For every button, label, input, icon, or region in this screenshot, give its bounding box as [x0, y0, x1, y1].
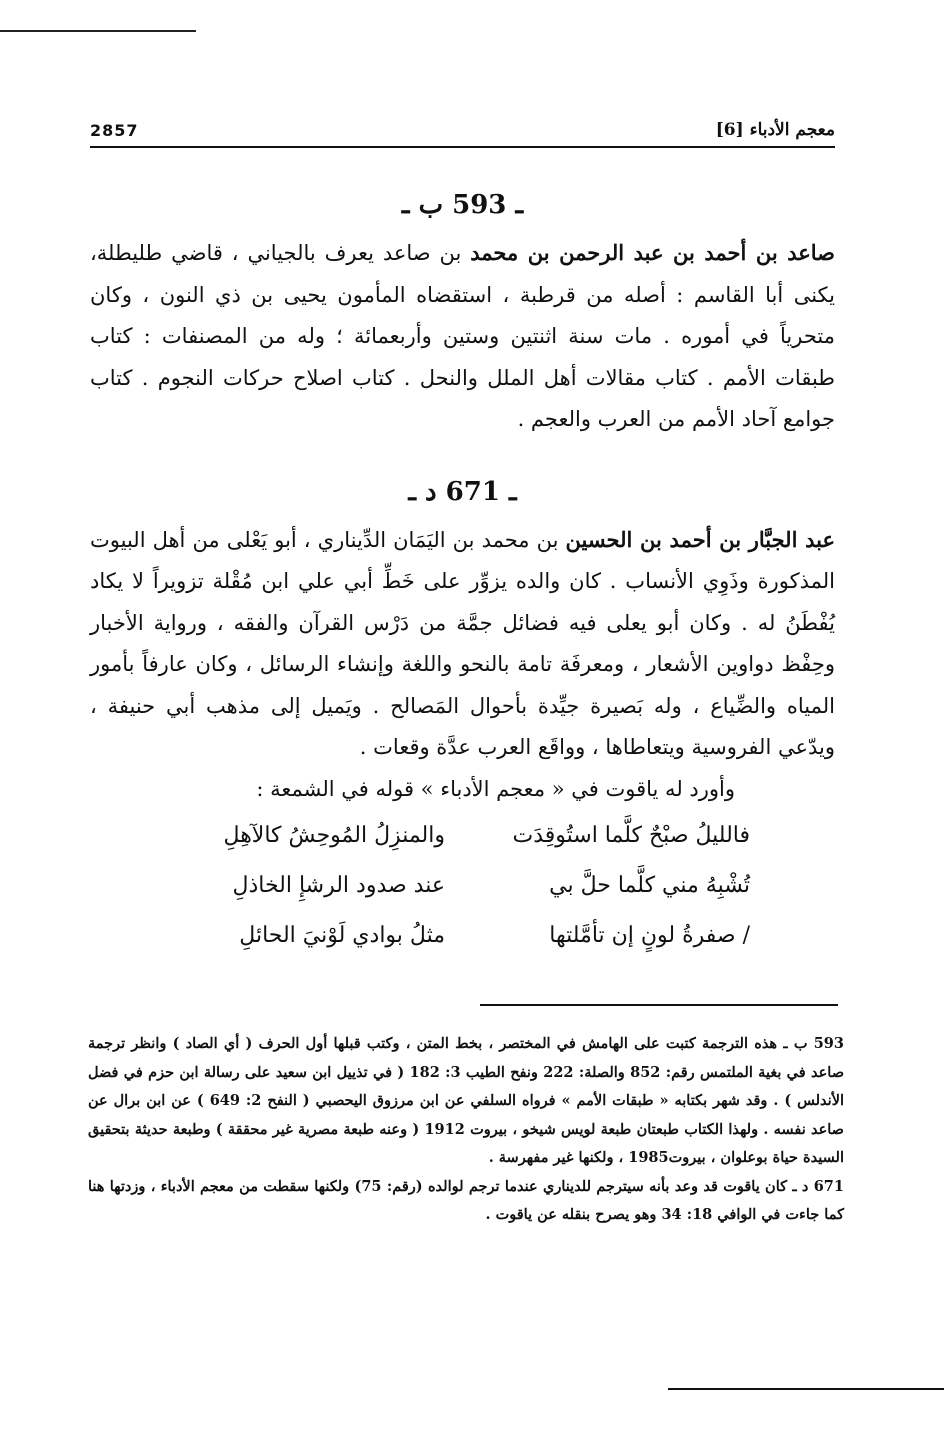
entry-671-name: عبد الجبَّار بن أحمد بن الحسين	[565, 526, 835, 552]
footnote-593: 593 ب ـ هذه الترجمة كتبت على الهامش في المختصر ، بخط المتن ، وكتب قبلها أول الحرف ( أي الصاد ) وانظر ترجمة صاعد في بغية الملتمس رقم: 852 والصلة: 222 ونفح الطيب 3: 182 ( في تذييل ابن سعيد على رسالة ابن حزم في فضل الأندلس ) . وقد شهر بكتابه « طبقات الأمم » فرواه السلفي عن ابن مرزوق اليحصبي ( النفح 2: 649 ) عن ابن برال عن صاعد نفسه . ولهذا الكتاب طبعتان طبعة لويس شيخو ، بيروت 1912 ( وعنه طبعة مصرية غير محققة ) وطبعة حديثة بتحقيق السيدة حياة بوعلوان ، بيروت1985 ، ولكنها غير مفهرسة .	[88, 1035, 845, 1166]
poem-verse	[90, 911, 835, 961]
entry-593-text: بن صاعد يعرف بالجياني ، قاضي طليطلة، يكنى أبا القاسم : أصله من قرطبة ، استقضاه المأمون يحيى بن ذي النون ، وكان متحرياً في أموره . مات سنة اثنتين وستين وأربعمائة ؛ وله من المصنفات : كتاب طبقات الأمم . كتاب مقالات أهل الملل والنحل . كتاب اصلاح حركات النجوم . كتاب جوامع آحاد الأمم من العرب والعجم .	[90, 241, 835, 431]
footnotes	[88, 1030, 844, 1230]
poem-intro: وأورد له ياقوت في « معجم الأدباء » قوله في الشمعة :	[256, 776, 735, 801]
entry-number-label: ـ 671 د ـ	[408, 476, 517, 507]
page-number: 2857	[90, 121, 139, 140]
footnote-separator	[480, 1004, 838, 1006]
footnote-671: 671 د ـ كان ياقوت قد وعد بأنه سيترجم للديناري عندما ترجم لوالده (رقم: 75) ولكنها سقطت من معجم الأدباء ، وزدتها هنا كما جاءت في الوافي 18: 34 وهو يصرح بنقله عن ياقوت .	[88, 1177, 844, 1223]
verse-second-half: عند صدود الرشإِ الخاذلِ	[232, 872, 445, 898]
running-title: معجم الأدباء [6]	[715, 120, 835, 140]
entry-671-body	[90, 519, 835, 769]
verse-second-half: والمنزِلُ المُوحِشُ كالآهِلِ	[223, 822, 445, 848]
book-page	[90, 108, 835, 961]
entry-671-text: بن محمد بن اليَمَان الدِّيناري ، أبو يَعْلى من أهل البيوت المذكورة وذَوِي الأنساب . كان والده يزوِّر على خَطِّ أبي علي ابن مُقْلة تزويراً لا يكاد يُفْطَنُ له . وكان أبو يعلى فيه فضائل جمَّة من دَرْس القرآن والفقه ، ورواية الأخبار وحِفْظ دواوين الأشعار ، ومعرفَة تامة بالنحو واللغة وإنشاء الرسائل ، وكان عارفاً بأمور المياه والضِّياع ، وله بَصيرة جيِّدة بأحوال المَصالح . ويَميل إلى مذهب أبي حنيفة ، ويدّعي الفروسية ويتعاطاها ، وواقَع العرب عدَّة وقعات .	[90, 527, 835, 759]
verse-first-half: فالليلُ صبْحٌ كلَّما استُوقِدَت	[512, 822, 750, 848]
verse-first-half: / صفرةُ لونٍ إن تأمَّلتها	[549, 922, 750, 948]
page-header	[90, 108, 835, 148]
entry-number-593	[90, 190, 835, 220]
entry-number-label: ـ 593 ب ـ	[401, 190, 524, 220]
poem-verse	[90, 811, 835, 861]
entry-593-body	[90, 232, 835, 441]
poem	[90, 811, 835, 961]
scan-edge-line-bottom	[668, 1388, 944, 1390]
verse-first-half: تُشْبِهُ مني كلَّما حلَّ بي	[549, 872, 750, 898]
entry-number-671	[90, 477, 835, 507]
poem-verse	[90, 861, 835, 911]
entry-593-name: صاعد بن أحمد بن عبد الرحمن بن محمد	[470, 240, 836, 265]
scan-edge-line-top	[0, 30, 196, 32]
verse-second-half: مثلُ بوادي لَوْنيَ الحائلِ	[239, 922, 445, 948]
